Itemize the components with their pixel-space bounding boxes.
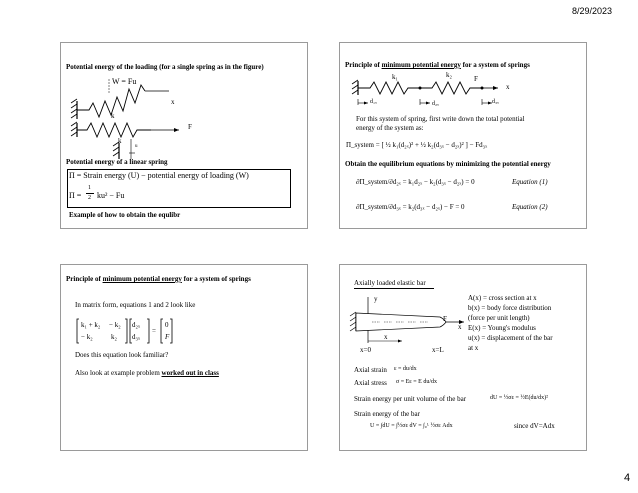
matrix-m12: − k₂	[109, 321, 121, 329]
total-potential-eq: Π_system = [ ½ k₁(d₂ₓ)² + ½ k₂(d₃ₓ − d₂ₓ)² ] − Fd₃ₓ	[346, 141, 488, 149]
matrix-equals: =	[152, 327, 156, 335]
axis-x-label: x	[171, 98, 175, 106]
definition-5: u(x) = displacement of the bar	[468, 334, 553, 342]
slide2-text-1: For this system of spring, first write down the total potential	[356, 115, 525, 123]
slide3-title-b: minimum potential energy	[102, 275, 182, 283]
matrix-m22: k₂	[111, 333, 117, 341]
spring-k1-label: k₁	[392, 73, 398, 81]
vector-d2: d₂ₓ	[132, 321, 140, 329]
vector-d3: d₃ₓ	[132, 333, 140, 341]
strain-energy-eq: U = ∫dU = ∫½σε dV = ∫₀ᴸ ½σε Adx	[370, 423, 453, 429]
disp-u-label: u	[135, 144, 138, 149]
slide1-footer: Example of how to obtain the equlibr	[69, 211, 181, 219]
slide-2	[339, 42, 587, 229]
dV-note: since dV=Adx	[514, 422, 555, 430]
spring-k-label-2: k	[118, 137, 122, 145]
pi-eq-rhs: ku² − Fu	[97, 191, 125, 200]
definition-6: at x	[468, 344, 479, 352]
xL-label: x=L	[432, 346, 444, 354]
axial-strain-label: Axial strain	[354, 366, 387, 374]
axis-y-label: y	[374, 295, 378, 303]
axial-stress-eq: σ = Eε = E du/dx	[396, 379, 438, 385]
slide-4	[339, 264, 587, 451]
matrix-m21: − k₂	[81, 333, 93, 341]
axial-stress-label: Axial stress	[354, 379, 387, 387]
spring-k2-label: k₂	[446, 71, 452, 79]
pi-eq-frac-bar	[86, 193, 94, 194]
slide2-title-b: minimum potential energy	[381, 61, 461, 69]
axis-x-label: x	[458, 323, 462, 331]
axial-strain-eq: ε = du/dx	[394, 366, 417, 372]
equation-2: ∂Π_system/∂d₃ₓ = k₂(d₃ₓ − d₂ₓ) − F = 0	[356, 203, 465, 211]
slide2-title-a: Principle of	[345, 61, 382, 69]
two-spring-figure	[340, 43, 588, 230]
slide3-text-3	[75, 369, 219, 377]
slide3-title-a: Principle of	[66, 275, 103, 283]
page-date: 8/29/2023	[572, 6, 613, 16]
definition-2: b(x) = body force distribution	[468, 304, 552, 312]
equation-2-label: Equation (2)	[512, 203, 548, 211]
slide1-title: Potential energy of the loading (for a single spring as in the figure)	[66, 63, 264, 71]
worked-example-link[interactable]: worked out in class	[161, 369, 219, 377]
x0-label: x=0	[360, 346, 371, 354]
strain-energy-per-volume-eq: dU = ½σε = ½E(du/dx)²	[490, 395, 548, 401]
definition-3: (force per unit length)	[468, 314, 530, 322]
definition-4: E(x) = Young's modulus	[468, 324, 536, 332]
definition-1: A(x) = cross section at x	[468, 294, 537, 302]
matrix-m11: k₁ + k₂	[81, 321, 101, 329]
force-F-label: F	[188, 123, 192, 131]
work-equation: W = Fu	[112, 77, 137, 86]
slide2-subtitle: Obtain the equilibrium equations by minimizing the potential energy	[345, 160, 551, 168]
slide3-title-c: for a system of springs	[181, 275, 251, 283]
equation-1-label: Equation (1)	[512, 178, 548, 186]
disp-d2-label: d₂ₓ	[432, 101, 439, 107]
axis-x-label: x	[506, 83, 510, 91]
disp-d3-label: d₃ₓ	[492, 99, 499, 105]
rhs-r1: 0	[165, 321, 169, 329]
rhs-r2: F	[165, 333, 170, 341]
slide3-text-3a: Also look at example problem	[75, 369, 162, 377]
inner-x-label: x	[384, 333, 388, 341]
equation-1: ∂Π_system/∂d₂ₓ = k₁d₂ₓ − k₂(d₃ₓ − d₂ₓ) = 0	[356, 178, 475, 186]
strain-energy-label: Strain energy of the bar	[354, 410, 420, 418]
spring-k-label-1: k	[111, 112, 115, 120]
slide-3	[60, 264, 308, 451]
pi-eq-frac-den: 2	[88, 195, 91, 201]
slide2-title-c: for a system of springs	[460, 61, 530, 69]
slide3-text-1: In matrix form, equations 1 and 2 look like	[75, 301, 196, 309]
page-number: 4	[624, 472, 631, 484]
pi-eq-lhs: Π =	[69, 191, 82, 200]
slide3-text-2: Does this equation look familiar?	[75, 351, 169, 359]
force-F-label: F	[474, 75, 478, 83]
strain-energy-per-volume-label: Strain energy per unit volume of the bar	[354, 395, 467, 403]
pi-definition-eq: Π = Strain energy (U) − potential energy of loading (W)	[69, 171, 249, 180]
disp-d1-label: d₁ₓ	[370, 99, 377, 105]
force-F-label: F	[443, 315, 447, 323]
slide-1	[60, 42, 308, 229]
slide1-subtitle: Potential energy of a linear spring	[66, 158, 168, 166]
slide2-text-2: energy of the system as:	[356, 124, 424, 132]
slide4-title: Axially loaded elastic bar	[354, 279, 426, 287]
pi-eq-frac-num: 1	[88, 185, 91, 191]
